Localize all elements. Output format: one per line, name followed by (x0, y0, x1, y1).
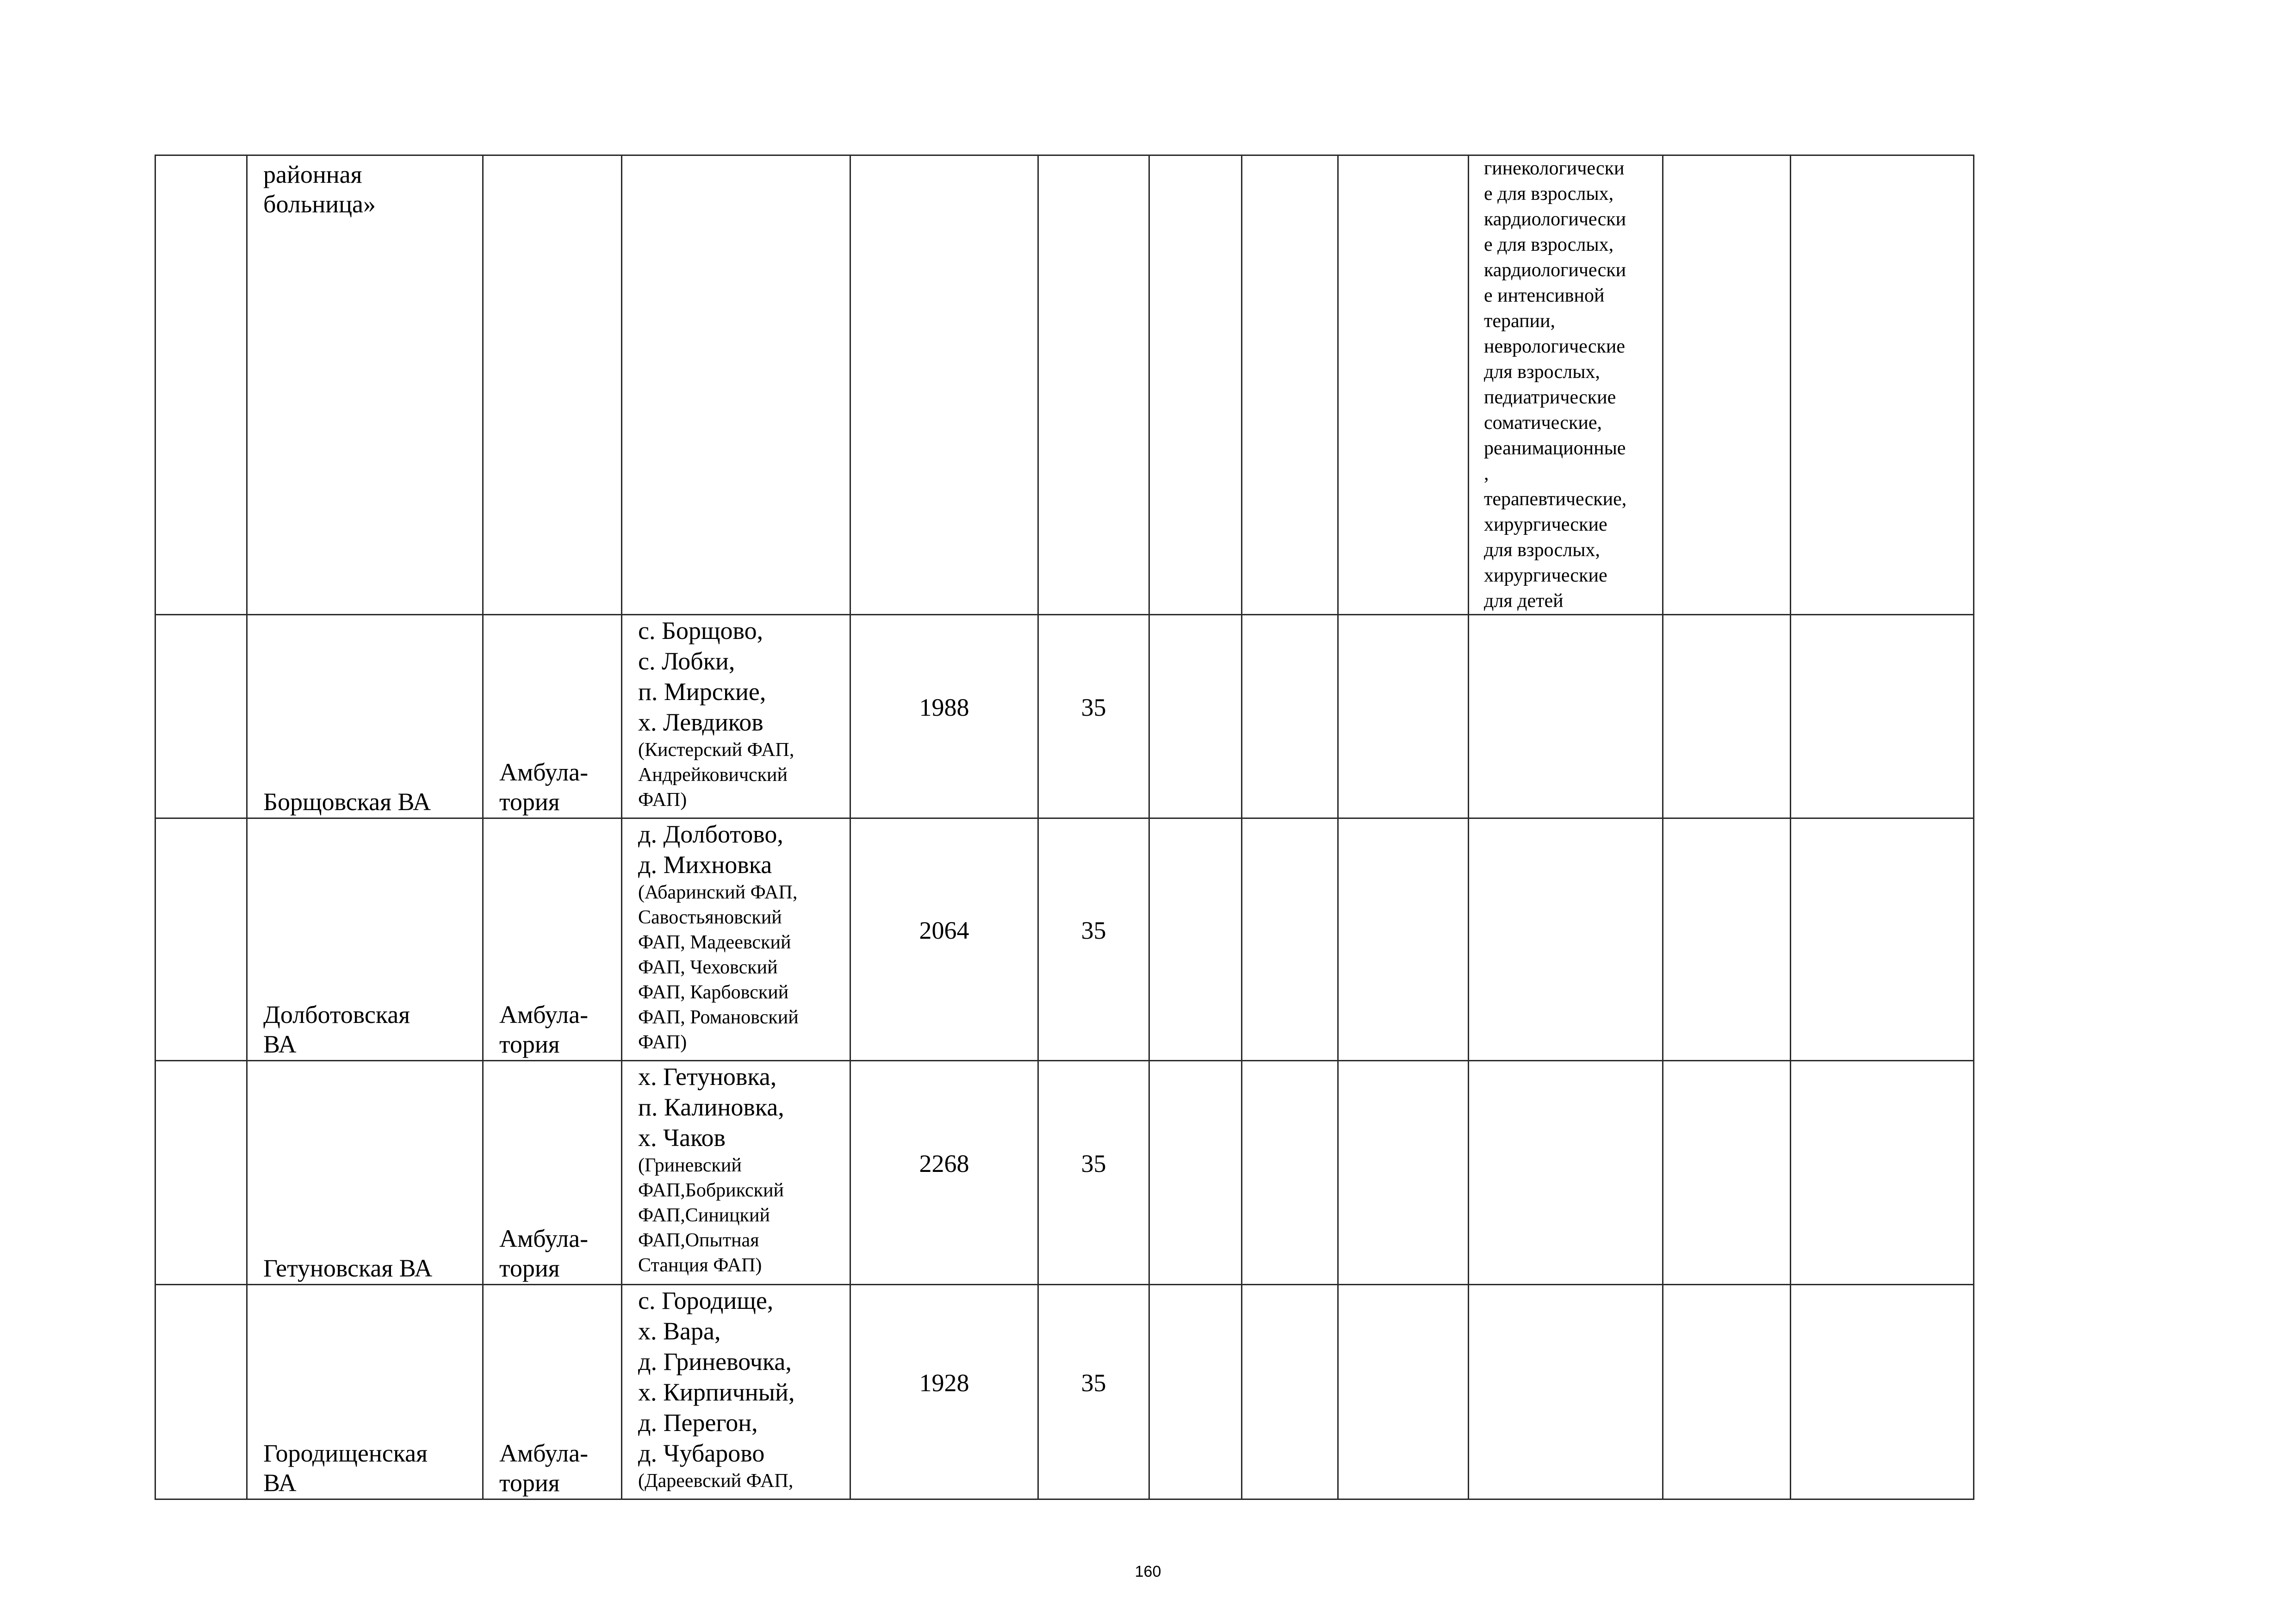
empty-cell (1242, 818, 1338, 1061)
empty-cell (1338, 1285, 1469, 1499)
settlement-line: с. Борщово, (638, 617, 763, 644)
empty-cell (1469, 1285, 1663, 1499)
facility-type-line: тория (499, 1254, 560, 1282)
fap-line: ФАП, Романовский (638, 1007, 799, 1028)
facility-type-cell (483, 1285, 622, 1499)
settlement-line: с. Городище, (638, 1287, 774, 1314)
facility-name-cell (247, 1061, 483, 1285)
profile-line: неврологические (1484, 336, 1626, 357)
empty-cell (1149, 155, 1242, 615)
value-cell (1038, 1285, 1149, 1499)
fap-line: Андрейковичский (638, 764, 788, 786)
fap-line: Станция ФАП) (638, 1255, 762, 1276)
empty-cell (1149, 615, 1242, 818)
profile-line: реанимационные (1484, 438, 1626, 459)
facility-name-cell (247, 818, 483, 1061)
facility-name: Гетуновская ВА (263, 1254, 433, 1282)
facility-type-line: тория (499, 788, 560, 816)
table-row (155, 1285, 1974, 1499)
table-row (155, 818, 1974, 1061)
settlement-line: п. Мирские, (638, 678, 766, 706)
fap-line: ФАП,Бобрикский (638, 1180, 784, 1201)
empty-cell (1663, 1285, 1791, 1499)
value-cell (850, 1285, 1038, 1499)
value-cell (850, 818, 1038, 1061)
settlement-line: х. Левдиков (638, 708, 763, 736)
profile-line: педиатрические (1484, 387, 1616, 408)
empty-cell (1791, 1061, 1974, 1285)
facility-name-line: Долботовская (263, 1001, 410, 1028)
facility-type-cell (483, 155, 622, 615)
facility-name-line: больница» (263, 190, 376, 218)
value: 2064 (919, 916, 969, 944)
fap-line: (Гриневский (638, 1155, 742, 1176)
facility-type-cell (483, 615, 622, 818)
facility-name: Борщовская ВА (263, 788, 431, 816)
facility-name-line: Городищенская (263, 1439, 428, 1467)
facility-type-line: Амбула- (499, 1439, 589, 1467)
value-cell (1038, 818, 1149, 1061)
facility-type-line: Амбула- (499, 1001, 589, 1028)
profile-line: терапевтические, (1484, 489, 1627, 510)
empty-cell (1663, 818, 1791, 1061)
value-cell (850, 1061, 1038, 1285)
empty-cell (1338, 1061, 1469, 1285)
settlement-line: х. Чаков (638, 1124, 726, 1152)
address-cell (622, 1285, 850, 1499)
facility-type-line: тория (499, 1030, 560, 1058)
facility-name-cell (247, 615, 483, 818)
facility-type-cell (483, 1061, 622, 1285)
index-cell (155, 615, 247, 818)
facility-name-cell (247, 1285, 483, 1499)
profile-line: гинекологически (1484, 158, 1625, 179)
empty-cell (1791, 615, 1974, 818)
fap-line: ФАП, Мадеевский (638, 932, 791, 953)
fap-line: (Дареевский ФАП, (638, 1470, 794, 1492)
profile-line: е для взрослых, (1484, 234, 1614, 255)
facility-name-cell (247, 155, 483, 615)
value: 1928 (919, 1369, 969, 1397)
index-cell (155, 818, 247, 1061)
bed-profiles-cell (1469, 155, 1663, 615)
index-cell (155, 1285, 247, 1499)
empty-cell (1242, 615, 1338, 818)
empty-cell (1338, 818, 1469, 1061)
empty-cell (1663, 155, 1791, 615)
profile-line: соматические, (1484, 412, 1602, 434)
empty-cell (1663, 615, 1791, 818)
empty-cell (1338, 615, 1469, 818)
profile-line: хирургические (1484, 565, 1607, 586)
settlement-line: п. Калиновка, (638, 1093, 784, 1121)
empty-cell (1469, 615, 1663, 818)
page-number: 160 (1135, 1563, 1161, 1580)
settlement-line: х. Вара, (638, 1317, 721, 1345)
empty-cell (1338, 155, 1469, 615)
empty-cell (1791, 1285, 1974, 1499)
facility-type-line: тория (499, 1469, 560, 1497)
table-row (155, 155, 1974, 615)
fap-line: (Кистерский ФАП, (638, 739, 794, 761)
settlement-line: с. Лобки, (638, 647, 735, 675)
value: 35 (1081, 693, 1106, 721)
facility-type-line: Амбула- (499, 1225, 589, 1252)
profile-line: для детей (1484, 590, 1564, 612)
profile-line: хирургические (1484, 514, 1607, 535)
value: 35 (1081, 916, 1106, 944)
empty-cell (1242, 1285, 1338, 1499)
value-cell (1038, 615, 1149, 818)
fap-line: ФАП) (638, 1032, 687, 1053)
facilities-table (155, 155, 1974, 1500)
profile-line: для взрослых, (1484, 539, 1600, 561)
address-cell (622, 1061, 850, 1285)
value: 35 (1081, 1369, 1106, 1397)
profile-line: для взрослых, (1484, 361, 1600, 383)
settlement-line: д. Долботово, (638, 820, 783, 848)
fap-line: ФАП,Синицкий (638, 1205, 770, 1226)
table-row (155, 615, 1974, 818)
empty-cell (1791, 155, 1974, 615)
settlement-line: д. Михновка (638, 851, 772, 879)
settlement-line: д. Гриневочка, (638, 1348, 792, 1375)
settlement-line: х. Кирпичный, (638, 1378, 795, 1406)
facility-name-line: ВА (263, 1469, 297, 1497)
value-cell (1038, 155, 1149, 615)
index-cell (155, 1061, 247, 1285)
empty-cell (1469, 818, 1663, 1061)
address-cell (622, 155, 850, 615)
address-cell (622, 818, 850, 1061)
empty-cell (1149, 818, 1242, 1061)
fap-line: ФАП) (638, 789, 687, 811)
empty-cell (1242, 1061, 1338, 1285)
empty-cell (1663, 1061, 1791, 1285)
empty-cell (1469, 1061, 1663, 1285)
table-row (155, 1061, 1974, 1285)
value: 2268 (919, 1149, 969, 1177)
profile-line: е для взрослых, (1484, 183, 1614, 204)
address-cell (622, 615, 850, 818)
index-cell (155, 155, 247, 615)
value-cell (850, 155, 1038, 615)
empty-cell (1791, 818, 1974, 1061)
value-cell (1038, 1061, 1149, 1285)
settlement-line: д. Перегон, (638, 1409, 758, 1437)
profile-line: е интенсивной (1484, 285, 1605, 306)
value: 35 (1081, 1149, 1106, 1177)
fap-line: ФАП,Опытная (638, 1230, 759, 1251)
profile-line: кардиологически (1484, 260, 1626, 281)
fap-line: ФАП, Чеховский (638, 957, 778, 978)
profile-line: , (1484, 463, 1489, 484)
settlement-line: д. Чубарово (638, 1439, 765, 1467)
settlement-line: х. Гетуновка, (638, 1063, 777, 1090)
facility-type-line: Амбула- (499, 758, 589, 786)
facility-name-line: ВА (263, 1030, 297, 1058)
empty-cell (1149, 1285, 1242, 1499)
fap-line: Савостьяновский (638, 907, 782, 928)
facility-type-cell (483, 818, 622, 1061)
profile-line: кардиологически (1484, 209, 1626, 230)
fap-line: ФАП, Карбовский (638, 982, 789, 1003)
empty-cell (1242, 155, 1338, 615)
value: 1988 (919, 693, 969, 721)
empty-cell (1149, 1061, 1242, 1285)
fap-line: (Абаринский ФАП, (638, 882, 798, 903)
value-cell (850, 615, 1038, 818)
profile-line: терапии, (1484, 310, 1556, 332)
facility-name-line: районная (263, 161, 362, 188)
